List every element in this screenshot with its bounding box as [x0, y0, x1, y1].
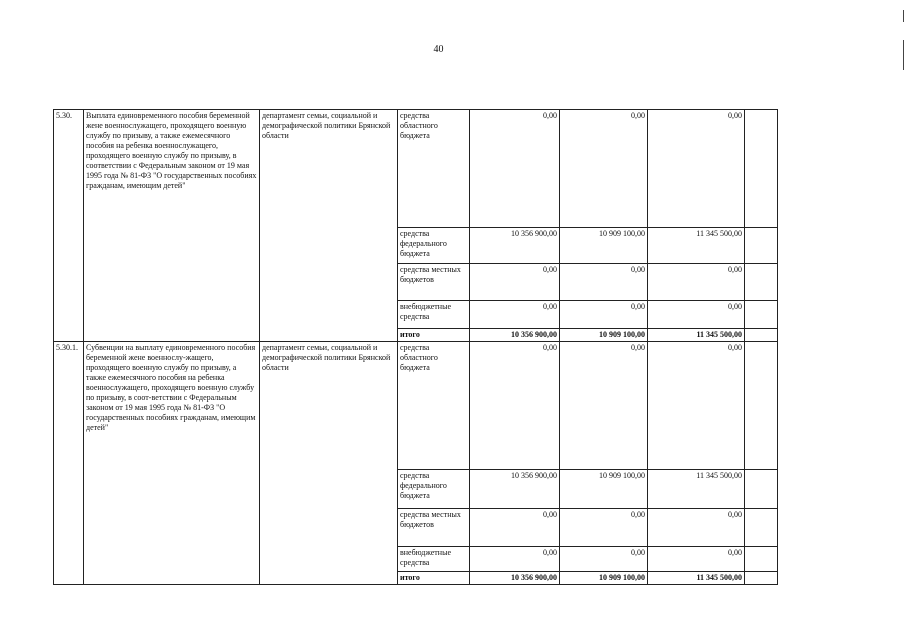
- amount-v1: 0,00: [470, 110, 560, 228]
- amount-v1: 0,00: [470, 264, 560, 301]
- measure-description: Выплата единовременного пособия беременной жене военнослужащего, проходящего военную службу по призыву, а также ежемесячного пособия на ребенка военнослужащего, проходящего военную службу по призыву, в соответствии с Федеральным законом от 19 мая 1995 года № 81-ФЗ "О государственных пособиях гражданам, имеющим детей": [84, 110, 260, 342]
- empty-cell: [745, 110, 778, 228]
- amount-v2: 10 909 100,00: [560, 329, 648, 342]
- budget-table: [53, 109, 778, 585]
- amount-v1: 10 356 900,00: [470, 470, 560, 509]
- measure-description: Субвенции на выплату единовременного пособия беременной жене военнослу-жащего, проходящего военную службу по призыву, а также ежемесячного пособия на ребенка военнослужащего, проходящего военную службу по призыву, в соот-ветствии с Федеральным законом от 19 мая 1995 года № 81-ФЗ "О государственных пособиях гражданам, имеющим детей": [84, 342, 260, 585]
- funding-source: внебюджетные средства: [398, 547, 470, 572]
- amount-v3: 11 345 500,00: [648, 470, 745, 509]
- row-number: 5.30.: [54, 110, 84, 342]
- responsible-department: департамент семьи, социальной и демографической политики Брянской области: [260, 342, 398, 585]
- amount-v3: 0,00: [648, 509, 745, 547]
- amount-v2: 0,00: [560, 509, 648, 547]
- amount-v1: 0,00: [470, 509, 560, 547]
- amount-v3: 11 345 500,00: [648, 228, 745, 264]
- empty-cell: [745, 342, 778, 470]
- empty-cell: [745, 329, 778, 342]
- amount-v3: 11 345 500,00: [648, 329, 745, 342]
- funding-source: средства федерального бюджета: [398, 228, 470, 264]
- amount-v3: 11 345 500,00: [648, 572, 745, 585]
- amount-v3: 0,00: [648, 301, 745, 329]
- amount-v2: 0,00: [560, 342, 648, 470]
- table-row: [54, 110, 778, 228]
- amount-v1: 0,00: [470, 301, 560, 329]
- scan-edge-mark: [903, 40, 904, 70]
- amount-v3: 0,00: [648, 547, 745, 572]
- funding-source: средства местных бюджетов: [398, 264, 470, 301]
- empty-cell: [745, 228, 778, 264]
- amount-v2: 0,00: [560, 264, 648, 301]
- amount-v2: 0,00: [560, 547, 648, 572]
- funding-source: средства местных бюджетов: [398, 509, 470, 547]
- amount-v3: 0,00: [648, 264, 745, 301]
- funding-source: средства областного бюджета: [398, 110, 470, 228]
- amount-v1: 0,00: [470, 342, 560, 470]
- empty-cell: [745, 264, 778, 301]
- funding-source: итого: [398, 329, 470, 342]
- amount-v1: 0,00: [470, 547, 560, 572]
- funding-source: средства областного бюджета: [398, 342, 470, 470]
- amount-v3: 0,00: [648, 342, 745, 470]
- amount-v1: 10 356 900,00: [470, 572, 560, 585]
- table-row: [54, 342, 778, 470]
- amount-v2: 0,00: [560, 301, 648, 329]
- row-number: 5.30.1.: [54, 342, 84, 585]
- amount-v2: 10 909 100,00: [560, 228, 648, 264]
- funding-source: итого: [398, 572, 470, 585]
- responsible-department: департамент семьи, социальной и демографической политики Брянской области: [260, 110, 398, 342]
- amount-v1: 10 356 900,00: [470, 228, 560, 264]
- funding-source: средства федерального бюджета: [398, 470, 470, 509]
- empty-cell: [745, 509, 778, 547]
- page-number: 40: [433, 44, 444, 55]
- amount-v1: 10 356 900,00: [470, 329, 560, 342]
- amount-v2: 10 909 100,00: [560, 572, 648, 585]
- scan-edge-mark: [903, 10, 904, 22]
- amount-v2: 0,00: [560, 110, 648, 228]
- amount-v3: 0,00: [648, 110, 745, 228]
- empty-cell: [745, 572, 778, 585]
- empty-cell: [745, 301, 778, 329]
- empty-cell: [745, 547, 778, 572]
- funding-source: внебюджетные средства: [398, 301, 470, 329]
- empty-cell: [745, 470, 778, 509]
- amount-v2: 10 909 100,00: [560, 470, 648, 509]
